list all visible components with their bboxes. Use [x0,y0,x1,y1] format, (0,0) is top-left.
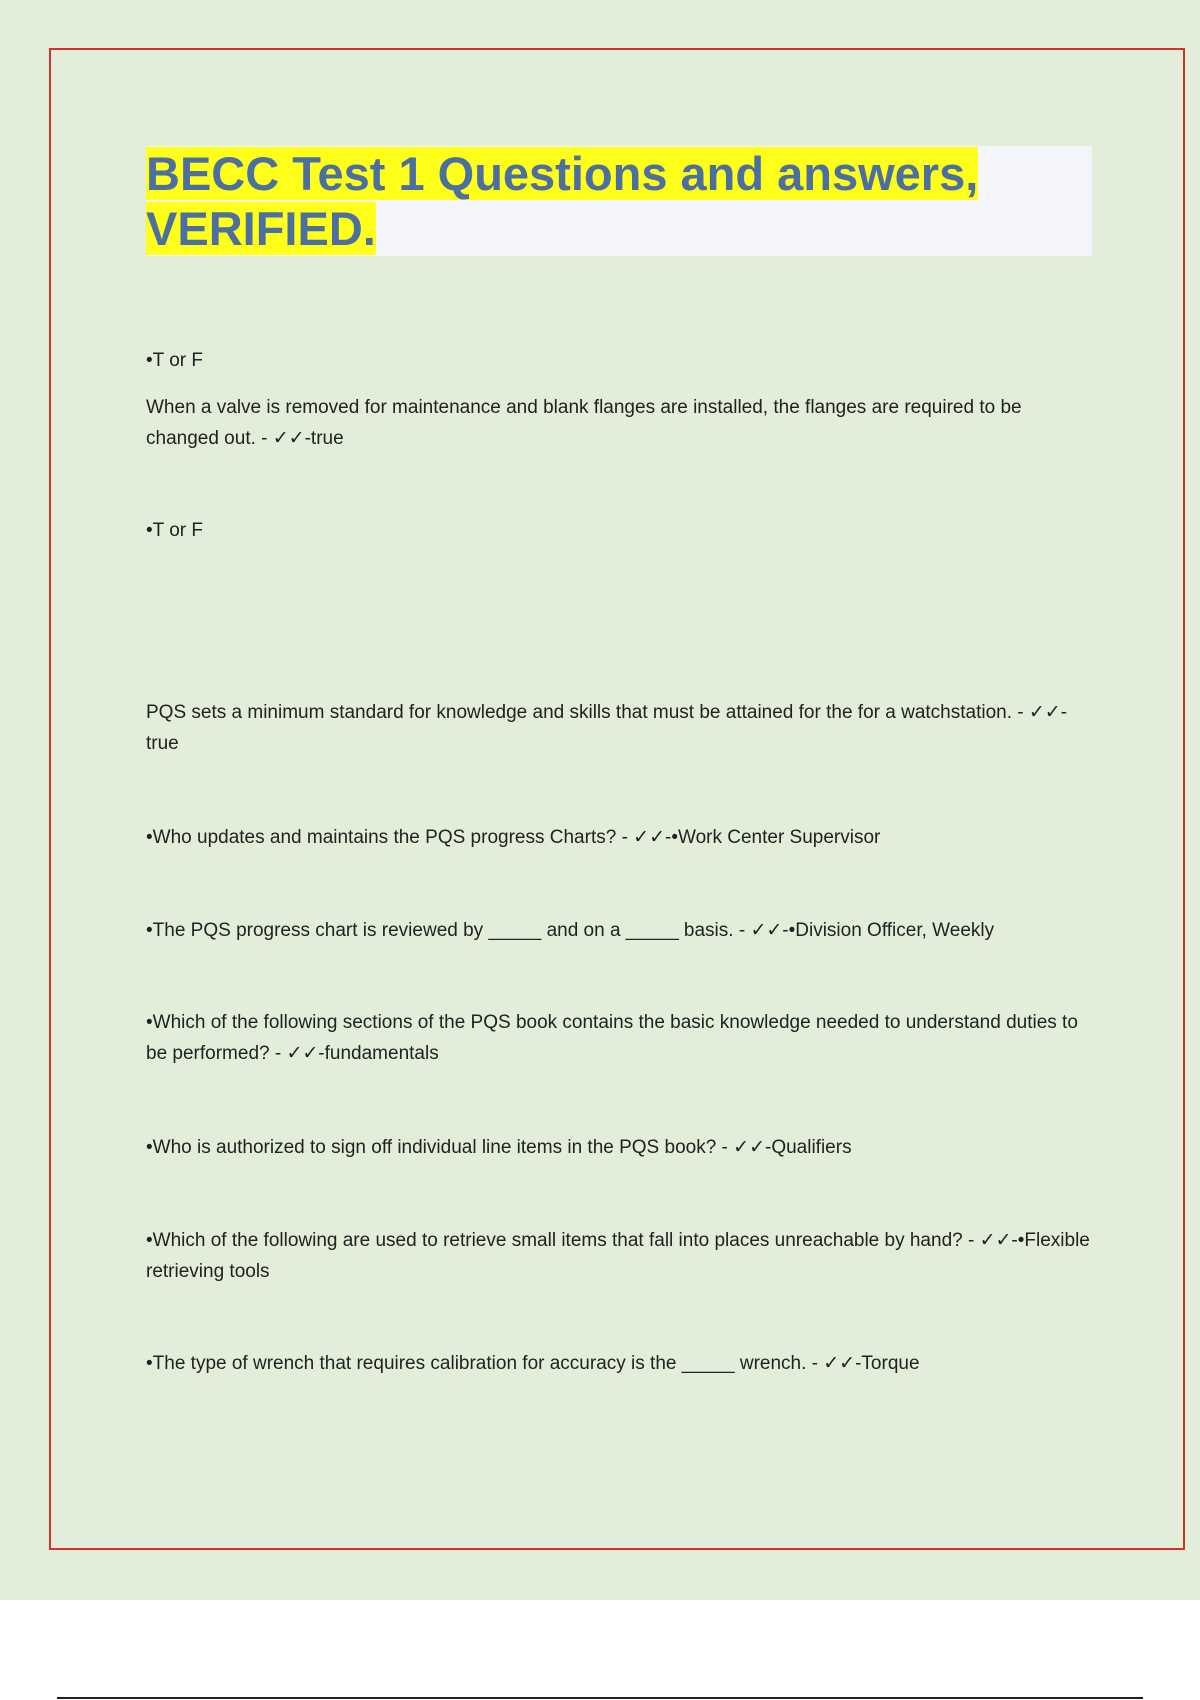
question-pqs-chart-review: •The PQS progress chart is reviewed by _____ and on a _____ basis. - ✓✓-•Division Officer, Weekly [146,920,995,941]
document-title [146,146,1026,256]
question-torque-wrench: •The type of wrench that requires calibration for accuracy is the _____ wrench. - ✓✓-Torque [146,1353,920,1374]
title-highlight: BECC Test 1 Questions and answers, VERIFIED. [146,147,979,255]
question-pqs-progress-charts: •Who updates and maintains the PQS progress Charts? - ✓✓-•Work Center Supervisor [146,827,881,848]
page-border [49,48,1185,1550]
footer-rule [57,1697,1143,1699]
question-valve-flanges: When a valve is removed for maintenance and blank flanges are installed, the flanges are required to be changed out. - ✓✓-true [146,397,1022,449]
question-retrieving-tools: •Which of the following are used to retrieve small items that fall into places unreachable by hand? - ✓✓-•Flexible retrieving tools [146,1230,1090,1282]
question-label-t-or-f: •T or F [146,520,203,541]
question-label-t-or-f: •T or F [146,350,203,371]
question-pqs-sections: •Which of the following sections of the PQS book contains the basic knowledge needed to understand duties to be performed? - ✓✓-fundamentals [146,1012,1078,1064]
question-pqs-sign-off: •Who is authorized to sign off individual line items in the PQS book? - ✓✓-Qualifiers [146,1137,852,1158]
question-pqs-standard: PQS sets a minimum standard for knowledge and skills that must be attained for the for a watchstation. - ✓✓-true [146,702,1068,754]
